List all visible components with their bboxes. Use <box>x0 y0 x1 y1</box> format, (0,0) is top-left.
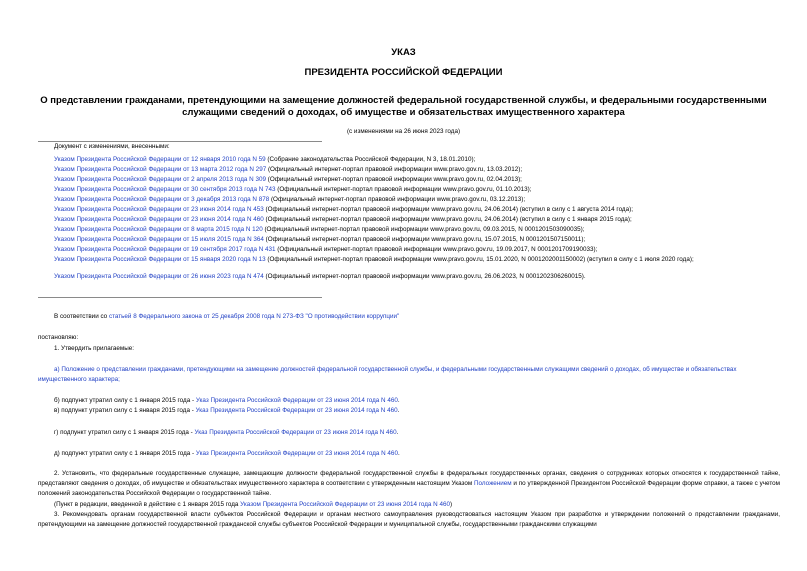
item-b <box>38 396 780 406</box>
ukaz-460-link[interactable]: Указ Президента Российской Федерации от 23 июня 2014 года N 460 <box>194 429 397 436</box>
doc-title-president: ПРЕЗИДЕНТА РОССИЙСКОЙ ФЕДЕРАЦИИ <box>304 67 503 78</box>
item-1: 1. Утвердить прилагаемые: <box>54 345 134 352</box>
item-v-text: в) подпункт утратил силу с 1 января 2015 года - <box>54 407 196 414</box>
amendment-link[interactable]: Указом Президента Российской Федерации от 26 июня 2023 года N 474 <box>54 273 264 280</box>
postanovlyayu: постановляю: <box>38 334 79 341</box>
ukaz-460-link[interactable]: Указ Президента Российской Федерации от 23 июня 2014 года N 460 <box>195 450 398 457</box>
ukaz-460-link[interactable]: Указ Президента Российской Федерации от 23 июня 2014 года N 460 <box>195 407 398 414</box>
item-a <box>38 365 780 385</box>
amendment-link[interactable]: Указом Президента Российской Федерации от 12 января 2010 года N 59 <box>54 156 266 163</box>
amendment-item <box>38 272 780 282</box>
amendment-link[interactable]: Указом Президента Российской Федерации от 19 сентября 2017 года N 431 <box>54 246 276 253</box>
amendment-source: (Официальный интернет-портал правовой информации www.pravo.gov.ru, 19.09.2017, N 0001201709190033); <box>275 246 598 253</box>
amendment-source: (Официальный интернет-портал правовой информации www.pravo.gov.ru, 09.03.2015, N 0001201503090035); <box>262 226 585 233</box>
item-d-text: д) подпункт утратил силу с 1 января 2015 года - <box>54 450 196 457</box>
doc-subject-title: О представлении гражданами, претендующими на замещение должностей федеральной государственной службы, и федеральными государственными служащими сведений о доходах, об имуществе и обязательствах имущественного характера <box>40 95 767 118</box>
amendment-link[interactable]: Указом Президента Российской Федерации от 15 июля 2015 года N 364 <box>54 236 264 243</box>
amendment-link[interactable]: Указом Президента Российской Федерации от 30 сентября 2013 года N 743 <box>54 186 276 193</box>
edition-note <box>38 500 780 510</box>
amendment-source: (Официальный интернет-портал правовой информации www.pravo.gov.ru, 26.06.2023, N 0001202306260015). <box>263 273 586 280</box>
preamble <box>38 312 780 322</box>
amendment-source: (Официальный интернет-портал правовой информации www.pravo.gov.ru, 01.10.2013); <box>275 186 532 193</box>
amendment-link[interactable]: Указом Президента Российской Федерации от 15 января 2020 года N 13 <box>54 256 266 263</box>
divider-bottom <box>38 297 322 298</box>
amendment-item <box>38 165 780 175</box>
ukaz-460-link[interactable]: Указом Президента Российской Федерации от 23 июня 2014 года N 460 <box>240 501 450 508</box>
amendment-item <box>38 215 780 225</box>
regulation-link[interactable]: а) Положение о представлении гражданами, претендующими на замещение должностей федеральной государственной службы, и федеральными государственными служащими сведений о доходах, об имуществе и обязательствах имущественного характера; <box>38 366 737 383</box>
item-3: 3. Рекомендовать органам государственной власти субъектов Российской Федерации и органам местного самоуправления руководствоваться настоящим Указом при разработке и утверждении положений о представлении гражданами, претендующими на замещение должностей государственной гражданской службы субъектов Российской Федерации и муниципальной службы, государственными гражданскими служащими <box>38 511 780 528</box>
amendments-label: Документ с изменениями, внесенными: <box>54 143 170 150</box>
amendment-source: (Официальный интернет-портал правовой информации www.pravo.gov.ru, 15.01.2020, N 0001202001150002) (вступил в силу с 1 июля 2020 года); <box>265 256 694 263</box>
item-g <box>38 428 780 438</box>
item-2-text: 2. Установить, что федеральные государственные служащие, замещающие должности федеральной государственной службы в федеральных государственных органах, сведения о сотрудниках которых относятся к государственной тайне, представляют сведения о доходах, об имуществе и обязательствах имущественного характера в соответствии с утвержденным настоящим Указом <box>38 470 780 487</box>
amendment-source: (Официальный интернет-портал правовой информации www.pravo.gov.ru, 24.06.2014) (вступил в силу с 1 августа 2014 года); <box>263 206 633 213</box>
amendment-link[interactable]: Указом Президента Российской Федерации от 2 апреля 2013 года N 309 <box>54 176 266 183</box>
amendment-link[interactable]: Указом Президента Российской Федерации от 23 июня 2014 года N 453 <box>54 206 264 213</box>
amendment-link[interactable]: Указом Президента Российской Федерации от 23 июня 2014 года N 460 <box>54 216 264 223</box>
amendment-source: (Собрание законодательства Российской Федерации, N 3, 18.01.2010); <box>265 156 476 163</box>
amendment-item <box>38 155 780 165</box>
changes-note: (с изменениями на 26 июня 2023 года) <box>346 128 461 135</box>
item-2 <box>38 469 780 499</box>
amendment-item <box>38 195 780 205</box>
amendment-source: (Официальный интернет-портал правовой информации www.pravo.gov.ru, 13.03.2012); <box>266 166 523 173</box>
amendment-item <box>38 175 780 185</box>
amendments-list <box>38 155 780 282</box>
item-v <box>38 406 780 416</box>
edition-note-text: (Пункт в редакции, введенной в действие с 1 января 2015 года <box>54 501 241 508</box>
item-g-text: г) подпункт утратил силу с 1 января 2015 года - <box>54 429 195 436</box>
amendment-link[interactable]: Указом Президента Российской Федерации от 3 декабря 2013 года N 878 <box>54 196 270 203</box>
law-article-link[interactable]: статьей 8 Федерального закона от 25 декабря 2008 года N 273-ФЗ "О противодействии коррупции" <box>108 313 400 320</box>
amendment-item <box>38 225 780 235</box>
item-b-text: б) подпункт утратил силу с 1 января 2015 года - <box>54 397 196 404</box>
amendment-source: (Официальный интернет-портал правовой информации www.pravo.gov.ru, 15.07.2015, N 0001201507150011); <box>263 236 586 243</box>
amendment-source: (Официальный интернет-портал правовой информации www.pravo.gov.ru, 02.04.2013); <box>265 176 522 183</box>
amendment-link[interactable]: Указом Президента Российской Федерации от 13 марта 2012 года N 297 <box>54 166 267 173</box>
divider-top <box>38 141 322 142</box>
period: . <box>397 450 400 457</box>
preamble-text: В соответствии со <box>54 313 109 320</box>
amendment-item <box>38 185 780 195</box>
regulation-short-link[interactable]: Положением <box>474 480 512 487</box>
period: . <box>396 429 399 436</box>
amendment-source: (Официальный интернет-портал правовой информации www.pravo.gov.ru, 24.06.2014) (вступил в силу с 1 января 2015 года); <box>263 216 632 223</box>
edition-note-close: ) <box>449 501 453 508</box>
period: . <box>397 397 400 404</box>
amendment-item <box>38 255 780 265</box>
amendment-item <box>38 235 780 245</box>
item-2-text-end: и по утвержденной Президентом Российской Федерации форме справки, а также с учетом положений законодательства Российской Федерации о государственной тайне. <box>38 480 780 497</box>
period: . <box>397 407 400 414</box>
ukaz-460-link[interactable]: Указ Президента Российской Федерации от 23 июня 2014 года N 460 <box>195 397 398 404</box>
amendment-link[interactable]: Указом Президента Российской Федерации от 8 марта 2015 года N 120 <box>54 226 263 233</box>
doc-title-ukaz: УКАЗ <box>391 47 416 58</box>
amendment-source: (Официальный интернет-портал правовой информации www.pravo.gov.ru, 03.12.2013); <box>269 196 526 203</box>
amendment-item <box>38 245 780 255</box>
amendment-item <box>38 205 780 215</box>
item-d <box>38 449 780 459</box>
